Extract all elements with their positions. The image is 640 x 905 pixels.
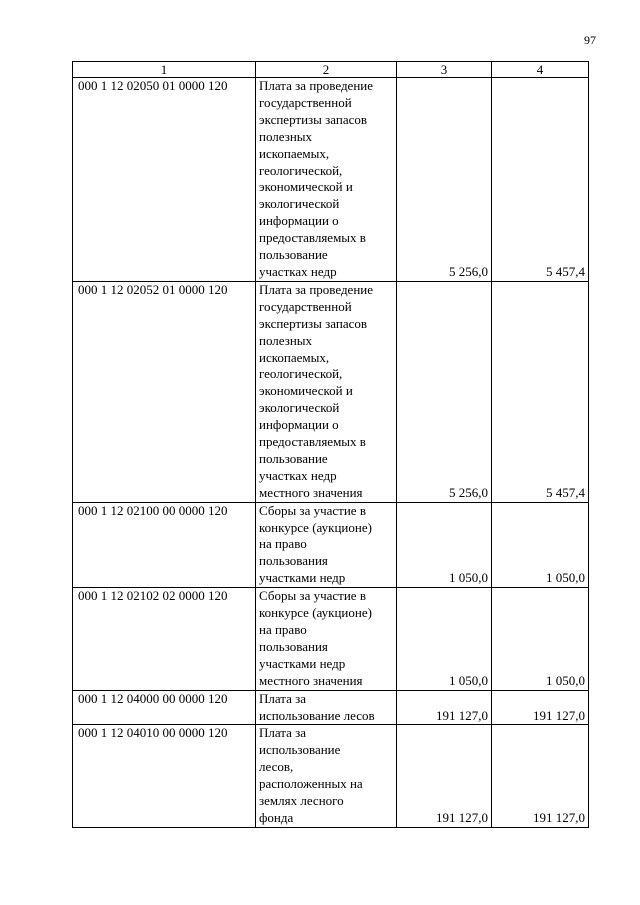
table-header-row — [73, 62, 589, 78]
income-name: Сборы за участие в конкурсе (аукционе) на право пользования участками недр — [256, 502, 397, 588]
table-row — [73, 725, 589, 827]
income-name: Плата за использование лесов — [256, 690, 397, 725]
amount-col4: 191 127,0 — [492, 725, 589, 827]
income-name: Сборы за участие в конкурсе (аукционе) на право пользования участками недр местного значения — [256, 588, 397, 690]
income-name: Плата за проведение государственной экспертизы запасов полезных ископаемых, геологической, экономической и экологической информации о предоставляемых в пользование участках недр — [256, 78, 397, 282]
amount-col3: 5 256,0 — [397, 281, 492, 502]
classification-code: 000 1 12 04000 00 0000 120 — [73, 690, 256, 725]
amount-col4: 1 050,0 — [492, 588, 589, 690]
table-row — [73, 281, 589, 502]
amount-col3: 1 050,0 — [397, 502, 492, 588]
classification-code: 000 1 12 02100 00 0000 120 — [73, 502, 256, 588]
amount-col3: 191 127,0 — [397, 690, 492, 725]
income-name: Плата за использование лесов, расположенных на землях лесного фонда — [256, 725, 397, 827]
amount-col4: 5 457,4 — [492, 78, 589, 282]
table-row — [73, 502, 589, 588]
income-name: Плата за проведение государственной экспертизы запасов полезных ископаемых, геологической, экономической и экологической информации о предоставляемых в пользование участках недр местного значения — [256, 281, 397, 502]
amount-col4: 5 457,4 — [492, 281, 589, 502]
table-row — [73, 690, 589, 725]
table-row — [73, 588, 589, 690]
classification-code: 000 1 12 02052 01 0000 120 — [73, 281, 256, 502]
column-header-2: 2 — [256, 62, 397, 78]
budget-table — [72, 61, 589, 828]
amount-col3: 5 256,0 — [397, 78, 492, 282]
classification-code: 000 1 12 02050 01 0000 120 — [73, 78, 256, 282]
classification-code: 000 1 12 04010 00 0000 120 — [73, 725, 256, 827]
column-header-3: 3 — [397, 62, 492, 78]
classification-code: 000 1 12 02102 02 0000 120 — [73, 588, 256, 690]
amount-col4: 1 050,0 — [492, 502, 589, 588]
table-row — [73, 78, 589, 282]
amount-col3: 191 127,0 — [397, 725, 492, 827]
amount-col4: 191 127,0 — [492, 690, 589, 725]
amount-col3: 1 050,0 — [397, 588, 492, 690]
page-number: 97 — [584, 33, 596, 47]
column-header-1: 1 — [73, 62, 256, 78]
column-header-4: 4 — [492, 62, 589, 78]
